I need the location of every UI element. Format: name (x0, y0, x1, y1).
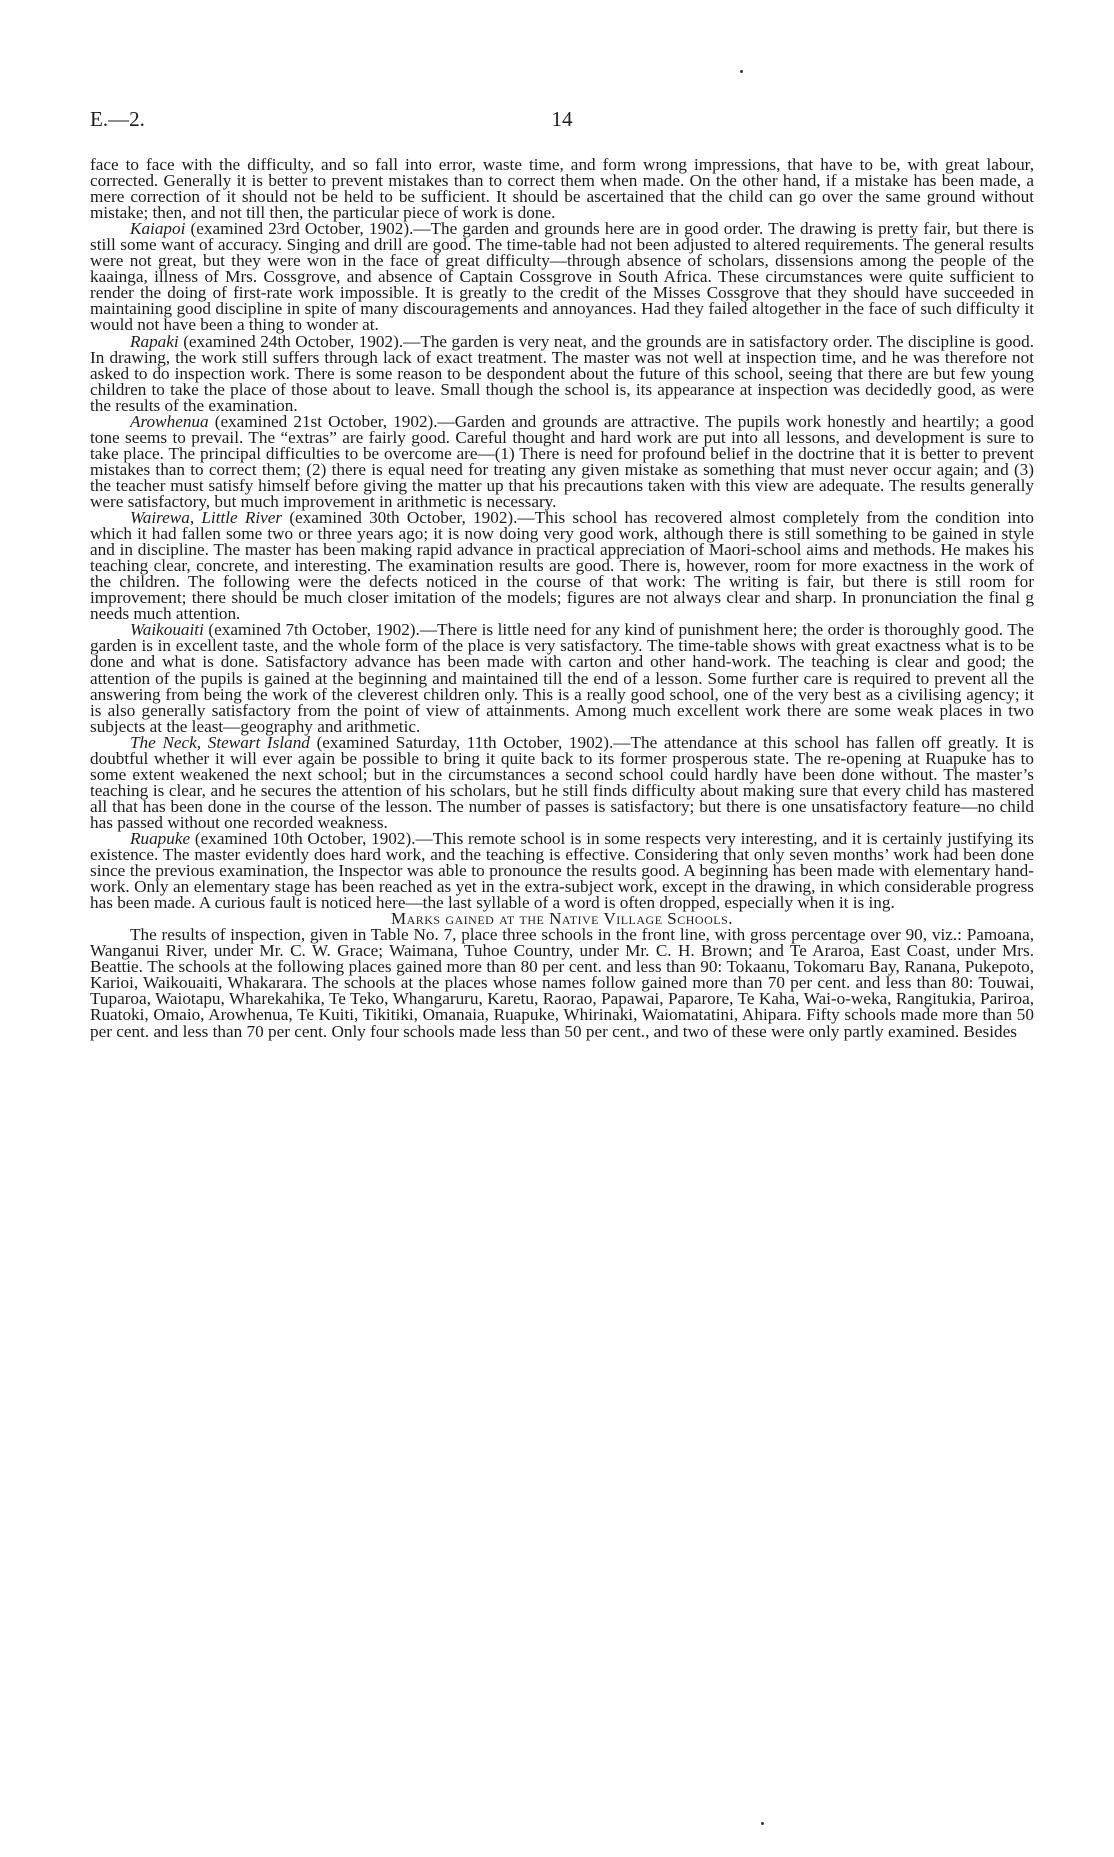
paragraph-text: (examined 7th October, 1902).—There is little need for any kind of punishment here; the order is thoroughly good. The garden is in excellent taste, and the whole form of the place is very satisfactory. The time-table shows with great exactness what is to be done and what is done. Satisfactory advance has been made with carton and other hand-work. The teaching is clear and good; the attention of the pupils is gained at the beginning and maintained till the end of a lesson. Some further care is required to prevent all the answering from being the work of the cleverest children only. This is a really good school, one of the very best as a civilising agency; it is also generally satisfactory from the point of view of attainments. Among much excellent work there are some weak places in two subjects at the least—geography and arithmetic. (90, 620, 1034, 736)
school-name: Ruapuke (130, 828, 191, 848)
page-header (90, 104, 1034, 134)
section-heading: Marks gained at the Native Village Schools. (390, 909, 734, 929)
school-name: Kaiapoi (130, 219, 186, 239)
paragraph-text: The results of inspection, given in Table No. 7, place three schools in the front line, with gross percentage over 90, viz.: Pamoana, Wanganui River, under Mr. C. W. Grace; Waimana, Tuhoe Country, under Mr. C. H. Brown; and Te Araroa, East Coast, under Mrs. Beattie. The schools at the following places gained more than 80 per cent. and less than 90: Tokaanu, Tokomaru Bay, Ranana, Pukepoto, Karioi, Waikouaiti, Whakarara. The schools at the places whose names follow gained more than 70 per cent. and less than 80: Touwai, Tuparoa, Waiotapu, Wharekahika, Te Teko, Whangaruru, Karetu, Raorao, Papawai, Paparore, Te Kaha, Wai-o-weka, Rangitukia, Pariroa, Ruatoki, Omaio, Arowhenua, Te Kuiti, Tikitiki, Omanaia, Ruapuke, Whirinaki, Waiomatatini, Ahipara. Fifty schools made more than 50 per cent. and less than 70 per cent. Only four schools made less than 50 per cent., and two of these were only partly examined. Besides (90, 925, 1034, 1041)
paragraph-text: (examined 24th October, 1902).—The garden is very neat, and the grounds are in satisfactory order. The discipline is good. In drawing, the work still suffers through lack of exact treatment. The master was not well at inspection time, and he was therefore not asked to do inspection work. There is some reason to be despondent about the future of this school, seeing that there are but few young children to take the place of those about to leave. Small though the school is, its appearance at inspection was decidedly good, as were the results of the examination. (90, 331, 1034, 415)
paragraph-the-neck (90, 732, 1034, 832)
paragraph-arowhenua (90, 411, 1034, 511)
paragraph-text: (examined 21st October, 1902).—Garden and grounds are attractive. The pupils work honestly and heartily; a good tone seems to prevail. The “extras” are fairly good. Careful thought and hard work are put into all lessons, and development is sure to take place. The principal difficulties to be overcome are—(1) There is need for profound belief in the doctrine that it is better to prevent mistakes than to correct them; (2) there is equal need for treating any given mistake as something that must never occur again; and (3) the teacher must satisfy himself before giving the matter up that his precautions taken with this view are adequate. The results generally were satisfactory, but much improvement in arithmetic is necessary. (90, 411, 1034, 511)
paragraph-rapaki (90, 331, 1034, 415)
body-text (90, 157, 1034, 1040)
paragraph-text: face to face with the difficulty, and so fall into error, waste time, and form wrong impressions, that have to be, with great labour, corrected. Generally it is better to prevent mistakes than to correct them when made. On the other hand, if a mistake has been made, a mere correction of it should not be held to be sufficient. It should be ascertained that the child can go over the same ground without mistake; then, and not till then, the particular piece of work is done. (90, 155, 1034, 223)
print-speck (761, 1822, 764, 1825)
paragraph-text: (examined 30th October, 1902).—This school has recovered almost completely from the condition into which it had fallen some two or three years ago; it is now doing very good work, although there is still something to be gained in style and in discipline. The master has been making rapid advance in practical appreciation of Maori-school aims and methods. He makes his teaching clear, concrete, and interesting. The examination results are good. There is, however, room for more exactness in the work of the children. The following were the defects noticed in the course of that work: The writing is fair, but there is still room for improvement; there should be much closer imitation of the models; figures are not always clear and sharp. In pronunciation the final g needs much attention. (90, 508, 1035, 624)
school-name: The Neck, Stewart Island (130, 732, 310, 752)
paragraph-wairewa (90, 510, 1034, 622)
paragraph-text: (examined 10th October, 1902).—This remote school is in some respects very interesting, and it is certainly justifying its existence. The master evidently does hard work, and the teaching is effective. Considering that only seven months’ work had been done since the previous examination, the Inspector was able to pronounce the results good. A beginning has been made with elementary hand-work. Only an elementary stage has been reached as yet in the extra-subject work, except in the drawing, in which considerable progress has been made. A curious fault is noticed here—the last syllable of a word is often dropped, especially when it is ing. (90, 828, 1034, 913)
paragraph-ruapuke (90, 828, 1034, 913)
school-name: Rapaki (130, 331, 179, 351)
paragraph-text: (examined Saturday, 11th October, 1902).—The attendance at this school has fallen off greatly. It is doubtful whether it will ever again be possible to bring it quite back to its former prosperous state. The re-opening at Ruapuke has to some extent weakened the next school; but in the circumstances a second school could hardly have been done without. The master’s teaching is clear, and he secures the attention of his scholars, but he still finds difficulty about making sure that every child has mastered all that has been done in the course of the lesson. The number of passes is satisfactory; but there is one unsatisfactory feature—no child has passed without one recorded weakness. (90, 732, 1034, 832)
paragraph-kaiapoi (90, 221, 1034, 333)
paragraph-waikouaiti (90, 622, 1034, 734)
school-name: Arowhenua (130, 411, 209, 431)
paragraph-continuation (90, 157, 1034, 221)
school-name: Wairewa, Little River (130, 508, 283, 528)
page-number: 14 (551, 107, 573, 131)
print-speck (740, 70, 743, 73)
paragraph-text: (examined 23rd October, 1902).—The garden and grounds here are in good order. The drawing is pretty fair, but there is still some want of accuracy. Singing and drill are good. The time-table had not been adjusted to altered requirements. The general results were not great, but they were won in the face of great difficulty—through absence of scholars, dissensions among the people of the kaainga, illness of Mrs. Cossgrove, and absence of Captain Cossgrove in South Africa. These circumstances were quite sufficient to render the doing of first-rate work impossible. It is greatly to the credit of the Misses Cossgrove that they should have succeeded in maintaining good discipline in spite of many discouragements and annoyances. Had they failed altogether in the face of such difficulty it would not have been a thing to wonder at. (90, 219, 1034, 335)
paragraph-marks (90, 927, 1034, 1039)
document-reference: E.—2. (90, 107, 145, 131)
school-name: Waikouaiti (130, 620, 204, 640)
